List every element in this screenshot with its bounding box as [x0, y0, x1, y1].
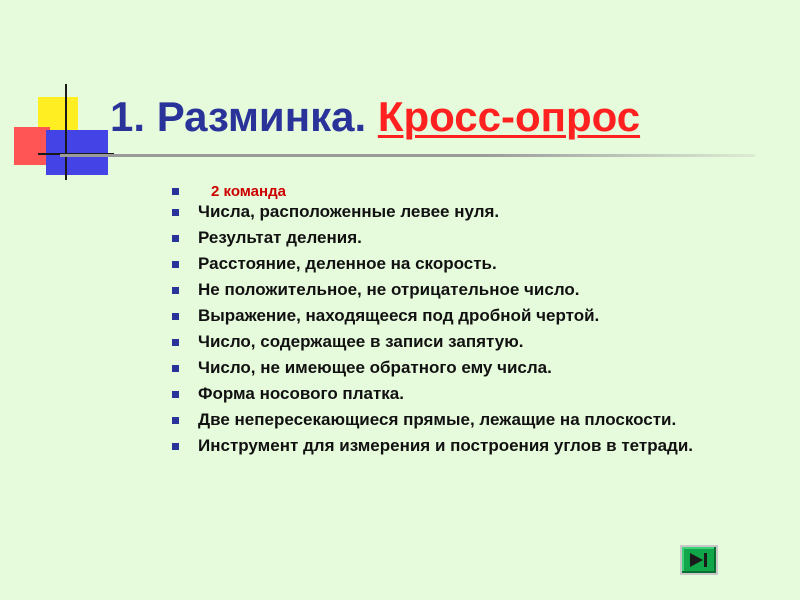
list-item: [172, 436, 772, 456]
list-item: [172, 228, 772, 248]
team-label: 2 команда: [211, 182, 286, 200]
list-item: [172, 306, 772, 326]
title-accent: Кросс-опрос: [377, 93, 641, 140]
list-item-text: Число, не имеющее обратного ему числа.: [198, 358, 552, 377]
list-item-text: Результат деления.: [198, 228, 362, 247]
list-item-text: Две непересекающиеся прямые, лежащие на плоскости.: [198, 410, 677, 429]
bullet-list-area: [172, 180, 772, 462]
bullet-icon: [172, 365, 179, 372]
list-item: [172, 202, 772, 222]
bullet-icon: [172, 188, 179, 195]
team-row: [172, 180, 772, 202]
list-item-text: Выражение, находящееся под дробной чертой.: [198, 306, 600, 325]
list-item-text: Не положительное, не отрицательное число.: [198, 280, 580, 299]
list-item-text: Числа, расположенные левее нуля.: [198, 202, 500, 221]
list-item: [172, 280, 772, 300]
red-square: [14, 127, 50, 165]
list-item: [172, 332, 772, 352]
list-item-text: Число, содержащее в записи запятую.: [198, 332, 524, 351]
bullet-icon: [172, 417, 179, 424]
next-end-icon: [688, 552, 710, 568]
title-main: 1. Разминка.: [110, 93, 367, 140]
slide-title: [110, 92, 640, 142]
bullet-icon: [172, 391, 179, 398]
bullet-icon: [172, 287, 179, 294]
vertical-line: [65, 84, 67, 180]
bullet-icon: [172, 235, 179, 242]
list-item-text: Инструмент для измерения и построения углов в тетради.: [198, 436, 694, 455]
title-underline-rule: [60, 154, 755, 157]
list-item: [172, 254, 772, 274]
list-item-text: Форма носового платка.: [198, 384, 404, 403]
bullet-icon: [172, 261, 179, 268]
bullet-icon: [172, 209, 179, 216]
list-item: [172, 410, 772, 430]
list-item: [172, 358, 772, 378]
bullet-icon: [172, 339, 179, 346]
question-list: [172, 202, 772, 456]
list-item-text: Расстояние, деленное на скорость.: [198, 254, 497, 273]
bullet-icon: [172, 443, 179, 450]
bullet-icon: [172, 313, 179, 320]
next-end-button[interactable]: [680, 545, 718, 575]
list-item: [172, 384, 772, 404]
decorative-squares-logo: [0, 0, 120, 190]
